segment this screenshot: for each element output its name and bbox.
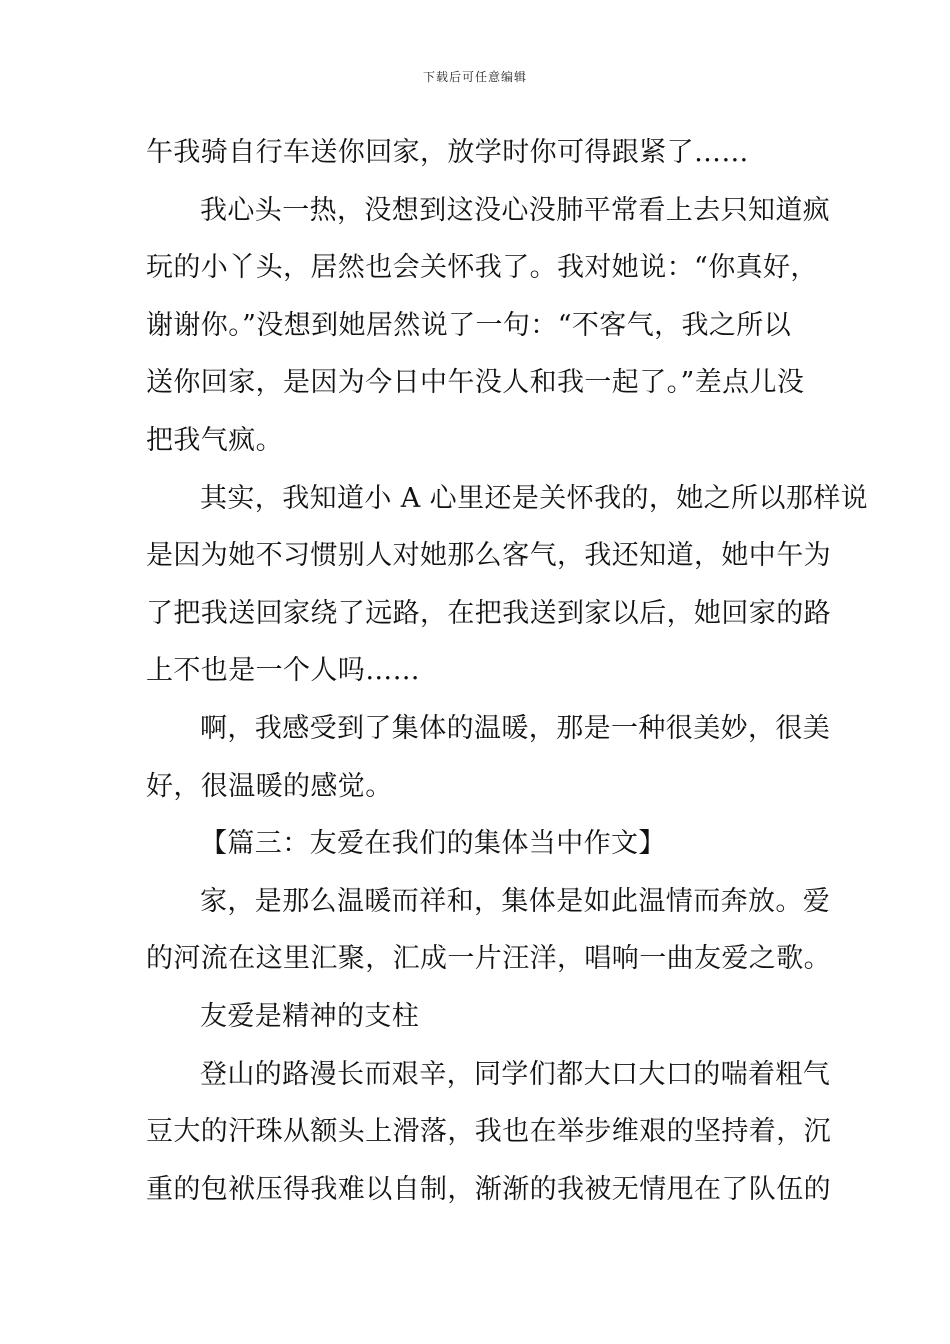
document-body xyxy=(146,124,869,1218)
text-line: 把我气疯。 xyxy=(146,424,283,456)
text-line: 谢谢你。”没想到她居然说了一句：“不客气，我之所以 xyxy=(146,309,792,341)
paragraph-start-line: 其实，我知道小 A 心里还是关怀我的，她之所以那样说 xyxy=(200,482,869,514)
text-line: 上不也是一个人吗…… xyxy=(146,655,420,687)
subheading-line: 友爱是精神的支柱 xyxy=(200,1000,420,1032)
text-line: 重的包袱压得我难以自制，渐渐的我被无情甩在了队伍的 xyxy=(146,1173,831,1205)
paragraph-start-line: 家，是那么温暖而祥和，集体是如此温情而奔放。爱 xyxy=(200,885,831,917)
text-line: 是因为她不习惯别人对她那么客气，我还知道，她中午为 xyxy=(146,540,831,572)
page-header: 下载后可任意编辑 xyxy=(422,70,527,84)
paragraph-start-line: 啊，我感受到了集体的温暖，那是一种很美妙，很美 xyxy=(200,712,831,744)
text-line: 送你回家，是因为今日中午没人和我一起了。”差点儿没 xyxy=(146,367,805,399)
text-line: 好，很温暖的感觉。 xyxy=(146,770,393,802)
text-line: 的河流在这里汇聚，汇成一片汪洋，唱响一曲友爱之歌。 xyxy=(146,943,831,975)
text-line: 了把我送回家绕了远路，在把我送到家以后，她回家的路 xyxy=(146,597,831,629)
paragraph-start-line: 我心头一热，没想到这没心没肺平常看上去只知道疯 xyxy=(200,194,831,226)
text-line: 豆大的汗珠从额头上滑落，我也在举步维艰的坚持着，沉 xyxy=(146,1116,831,1148)
paragraph-start-line: 登山的路漫长而艰辛，同学们都大口大口的喘着粗气 xyxy=(200,1058,831,1090)
text-line: 玩的小丫头，居然也会关怀我了。我对她说：“你真好， xyxy=(146,252,818,284)
text-line: 午我骑自行车送你回家，放学时你可得跟紧了…… xyxy=(146,137,749,168)
section-heading: 【篇三：友爱在我们的集体当中作文】 xyxy=(200,828,666,860)
